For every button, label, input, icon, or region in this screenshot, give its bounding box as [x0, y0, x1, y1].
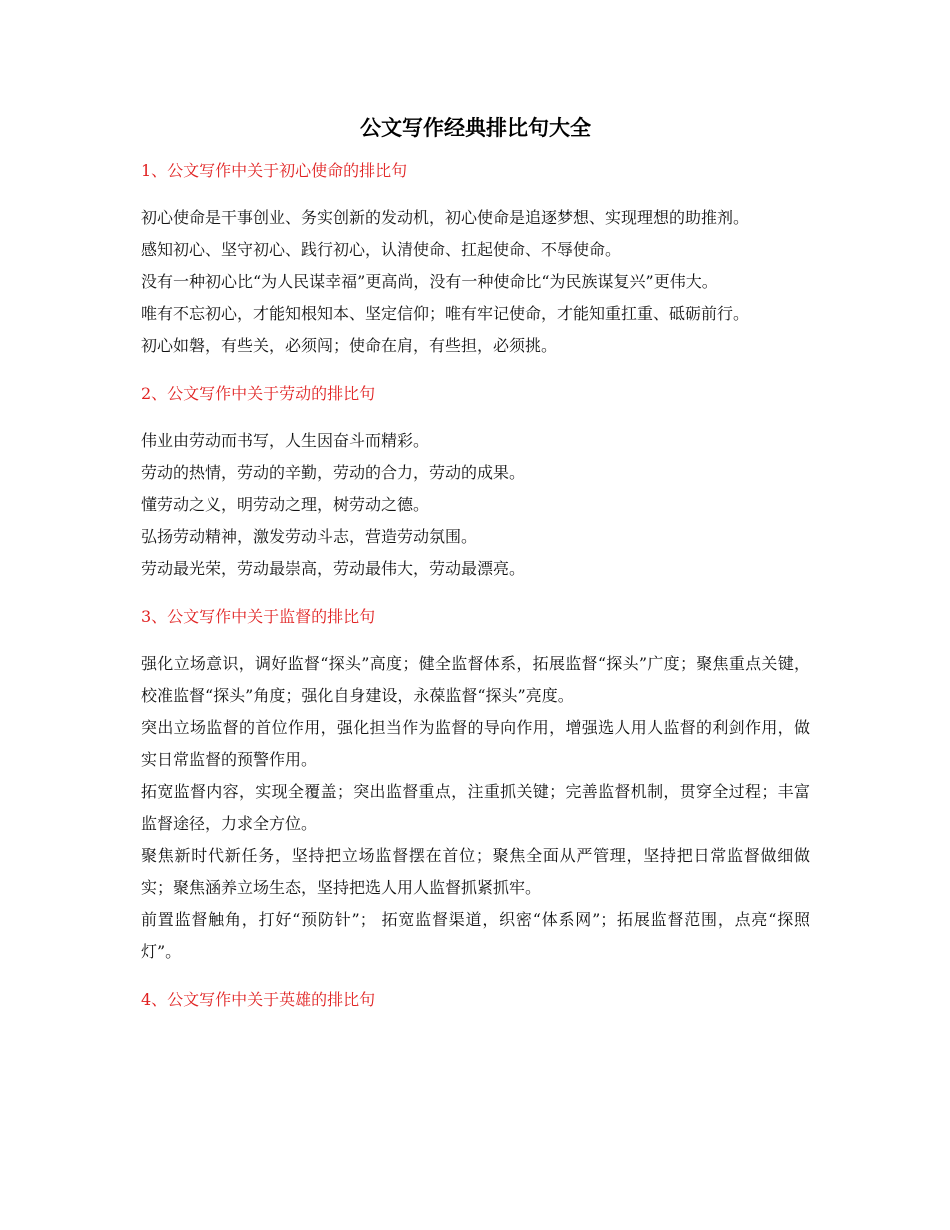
paragraph: 初心使命是干事创业、务实创新的发动机，初心使命是追逐梦想、实现理想的助推剂。: [141, 208, 750, 227]
paragraph: 弘扬劳动精神，激发劳动斗志，营造劳动氛围。: [141, 527, 478, 546]
section-heading: 1、公文写作中关于初心使命的排比句: [141, 161, 408, 180]
paragraph: 前置监督触角，打好“预防针”； 拓宽监督渠道，织密“体系网”；拓展监督范围，点亮“探照灯”。: [141, 910, 810, 961]
section-body: [141, 648, 810, 968]
paragraph: 聚焦新时代新任务，坚持把立场监督摆在首位；聚焦全面从严管理，坚持把日常监督做细做实；聚焦涵养立场生态，坚持把选人用人监督抓紧抓牢。: [141, 846, 810, 897]
paragraph: 劳动最光荣，劳动最崇高，劳动最伟大，劳动最漂亮。: [141, 559, 526, 578]
section-heading: 2、公文写作中关于劳动的排比句: [141, 384, 376, 403]
section-heading: 3、公文写作中关于监督的排比句: [141, 607, 376, 626]
paragraph: 没有一种初心比“为人民谋幸福”更高尚，没有一种使命比“为民族谋复兴”更伟大。: [141, 272, 718, 291]
document-title: 公文写作经典排比句大全: [360, 116, 591, 140]
paragraph: 劳动的热情，劳动的辛勤，劳动的合力，劳动的成果。: [141, 463, 526, 482]
paragraph: 懂劳动之义，明劳动之理，树劳动之德。: [141, 495, 430, 514]
section-1: [141, 159, 810, 362]
section-2: [141, 382, 810, 585]
paragraph: 突出立场监督的首位作用，强化担当作为监督的导向作用，增强选人用人监督的利剑作用，做实日常监督的预警作用。: [141, 718, 810, 769]
section-3: [141, 605, 810, 968]
paragraph: 强化立场意识，调好监督“探头”高度；健全监督体系，拓展监督“探头”广度；聚焦重点关键，校准监督“探头”角度；强化自身建设，永葆监督“探头”亮度。: [141, 654, 810, 705]
paragraph: 唯有不忘初心，才能知根知本、坚定信仰；唯有牢记使命，才能知重扛重、砥砺前行。: [141, 304, 750, 323]
section-4: [141, 988, 810, 1012]
paragraph: 拓宽监督内容，实现全覆盖；突出监督重点，注重抓关键；完善监督机制，贯穿全过程；丰富监督途径，力求全方位。: [141, 782, 810, 833]
paragraph: 伟业由劳动而书写，人生因奋斗而精彩。: [141, 431, 430, 450]
section-body: [141, 202, 810, 362]
section-heading: 4、公文写作中关于英雄的排比句: [141, 990, 376, 1009]
section-body: [141, 425, 810, 585]
paragraph: 初心如磐，有些关，必须闯；使命在肩，有些担，必须挑。: [141, 336, 558, 355]
paragraph: 感知初心、坚守初心、践行初心，认清使命、扛起使命、不辱使命。: [141, 240, 622, 259]
